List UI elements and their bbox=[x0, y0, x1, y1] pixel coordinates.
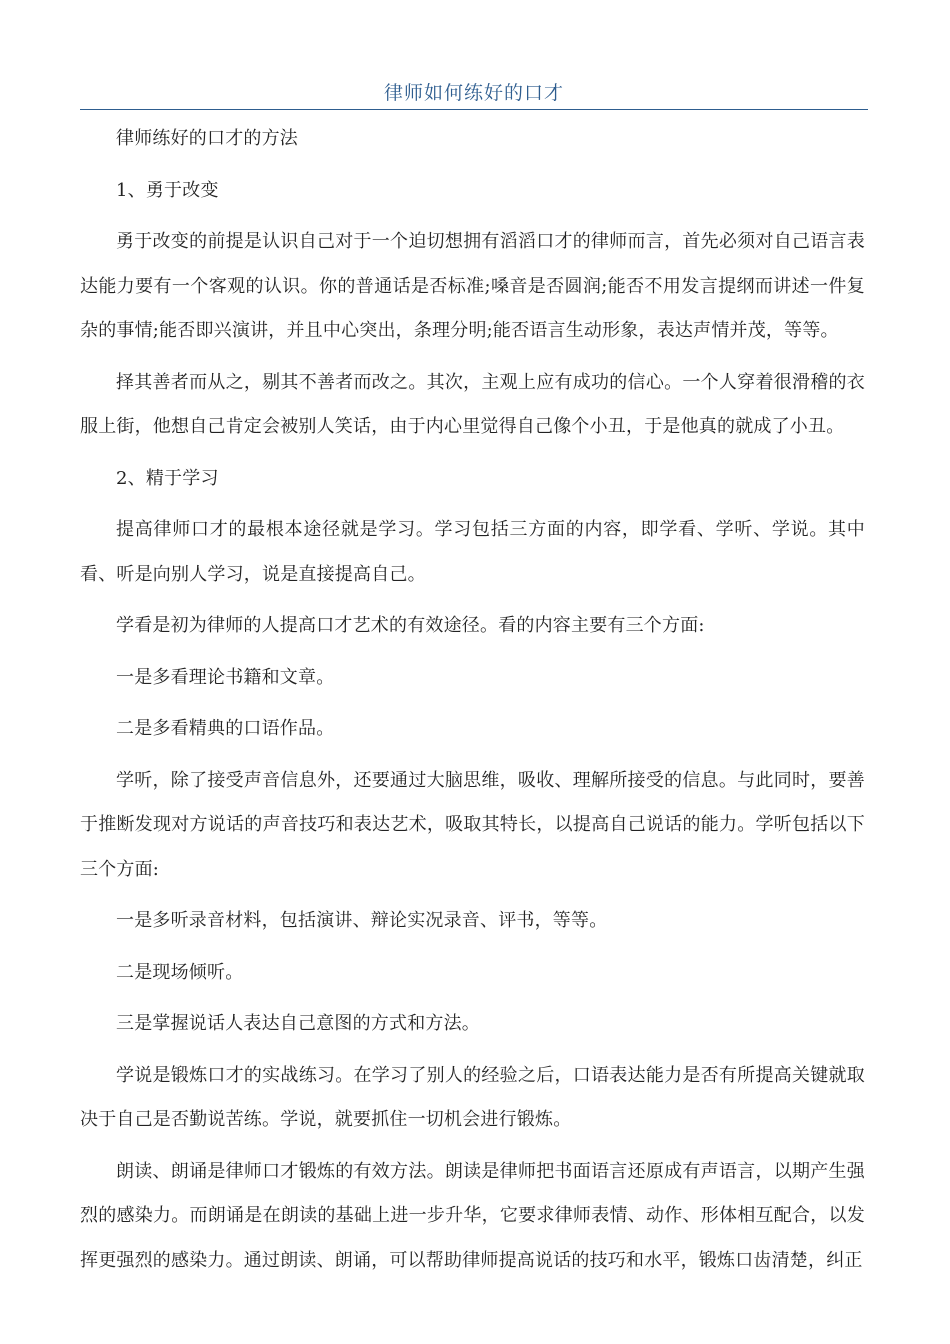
paragraph: 学看是初为律师的人提高口才艺术的有效途径。看的内容主要有三个方面: bbox=[116, 615, 705, 636]
paragraph: 勇于改变的前提是认识自己对于一个迫切想拥有滔滔口才的律师而言，首先必须对自己语言表达能力要有一个客观的认识。你的普通话是否标准;嗓音是否圆润;能否不用发言提纲而讲述一件复杂的事情;能否即兴演讲，并且中心突出，条理分明;能否语言生动形象，表达声情并茂，等等。 bbox=[80, 231, 865, 341]
list-item: 二是现场倾听。 bbox=[116, 961, 244, 983]
document-body bbox=[80, 117, 865, 1283]
section-heading-1: 1、勇于改变 bbox=[116, 179, 219, 201]
document-title: 律师如何练好的口才 bbox=[383, 82, 564, 104]
paragraph: 朗读、朗诵是律师口才锻炼的有效方法。朗读是律师把书面语言还原成有声语言，以期产生强烈的感染力。而朗诵是在朗读的基础上进一步升华，它要求律师表情、动作、形体相互配合，以发挥更强烈的感染力。通过朗读、朗诵，可以帮助律师提高说话的技巧和水平，锻炼口齿清楚，纠正 bbox=[80, 1160, 865, 1271]
list-item: 一是多听录音材料，包括演讲、辩论实况录音、评书，等等。 bbox=[116, 910, 608, 931]
page-header bbox=[80, 80, 868, 110]
paragraph: 学说是锻炼口才的实战练习。在学习了别人的经验之后，口语表达能力是否有所提高关键就取决于自己是否勤说苦练。学说，就要抓住一切机会进行锻炼。 bbox=[80, 1064, 865, 1130]
paragraph: 学听，除了接受声音信息外，还要通过大脑思维，吸收、理解所接受的信息。与此同时，要善于推断发现对方说话的声音技巧和表达艺术，吸取其特长，以提高自己说话的能力。学听包括以下三个方面: bbox=[80, 769, 865, 880]
list-item: 二是多看精典的口语作品。 bbox=[116, 718, 335, 739]
paragraph: 择其善者而从之，剔其不善者而改之。其次，主观上应有成功的信心。一个人穿着很滑稽的衣服上街，他想自己肯定会被别人笑话，由于内心里觉得自己像个小丑，于是他真的就成了小丑。 bbox=[80, 371, 865, 437]
section-intro: 律师练好的口才的方法 bbox=[116, 128, 298, 149]
paragraph: 提高律师口才的最根本途径就是学习。学习包括三方面的内容，即学看、学听、学说。其中看、听是向别人学习，说是直接提高自己。 bbox=[80, 519, 865, 585]
list-item: 三是掌握说话人表达自己意图的方式和方法。 bbox=[116, 1013, 480, 1034]
section-heading-2: 2、精于学习 bbox=[116, 467, 219, 489]
list-item: 一是多看理论书籍和文章。 bbox=[116, 666, 335, 688]
